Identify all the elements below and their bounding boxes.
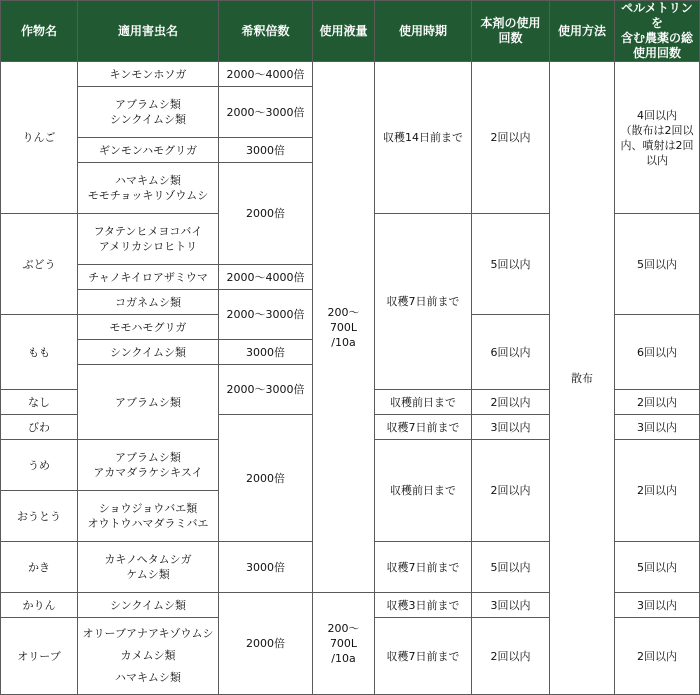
crop-cell: ぶどう — [1, 214, 78, 315]
pest-cell: シンクイムシ類 — [78, 340, 219, 365]
header-row — [1, 1, 700, 62]
dilution-cell: 2000～3000倍 — [219, 290, 313, 340]
total-uses-cell: 2回以内 — [615, 618, 700, 695]
crop-cell: もも — [1, 315, 78, 390]
pest-cell: フタテンヒメヨコバイ アメリカシロヒトリ — [78, 214, 219, 265]
pest-cell: シンクイムシ類 — [78, 593, 219, 618]
timing-cell: 収穫前日まで — [375, 390, 472, 415]
header-pest: 適用害虫名 — [78, 1, 219, 62]
total-uses-cell: 5回以内 — [615, 542, 700, 593]
total-uses-cell: 2回以内 — [615, 440, 700, 542]
pest-cell: キンモンホソガ — [78, 62, 219, 87]
timing-cell: 収穫7日前まで — [375, 542, 472, 593]
header-crop: 作物名 — [1, 1, 78, 62]
header-timing: 使用時期 — [375, 1, 472, 62]
dilution-cell: 2000倍 — [219, 163, 313, 265]
pest-cell: ショウジョウバエ類 オウトウハマダラミバエ — [78, 491, 219, 542]
crop-cell: かき — [1, 542, 78, 593]
uses-cell: 2回以内 — [472, 440, 550, 542]
uses-cell: 5回以内 — [472, 214, 550, 315]
uses-cell: 3回以内 — [472, 415, 550, 440]
pest-cell: モモハモグリガ — [78, 315, 219, 340]
dilution-cell: 3000倍 — [219, 340, 313, 365]
table-row — [1, 62, 700, 87]
header-uses: 本剤の使用 回数 — [472, 1, 550, 62]
timing-cell: 収穫7日前まで — [375, 415, 472, 440]
pest-cell: ハマキムシ類 モモチョッキリゾウムシ — [78, 163, 219, 214]
volume-cell: 200～700L /10a — [313, 593, 375, 695]
timing-cell: 収穫3日前まで — [375, 593, 472, 618]
pest-cell: チャノキイロアザミウマ — [78, 265, 219, 290]
crop-cell: おうとう — [1, 491, 78, 542]
header-dilution: 希釈倍数 — [219, 1, 313, 62]
method-cell: 散布 — [550, 62, 615, 695]
pest-cell: カキノヘタムシガ ケムシ類 — [78, 542, 219, 593]
total-uses-cell: 6回以内 — [615, 315, 700, 390]
crop-cell: オリーブ — [1, 618, 78, 695]
uses-cell: 2回以内 — [472, 618, 550, 695]
total-uses-cell: 2回以内 — [615, 390, 700, 415]
total-uses-cell: 4回以内 （散布は2回以 内、噴射は2回 以内 — [615, 62, 700, 214]
timing-cell: 収穫前日まで — [375, 440, 472, 542]
dilution-cell: 2000倍 — [219, 593, 313, 695]
timing-cell: 収穫14日前まで — [375, 62, 472, 214]
header-method: 使用方法 — [550, 1, 615, 62]
dilution-cell: 2000～4000倍 — [219, 62, 313, 87]
pest-cell: コガネムシ類 — [78, 290, 219, 315]
dilution-cell: 2000～3000倍 — [219, 87, 313, 138]
pest-cell: オリーブアナアキゾウムシ カメムシ類 ハマキムシ類 — [78, 618, 219, 695]
pest-cell: アブラムシ類 アカマダラケシキスイ — [78, 440, 219, 491]
volume-cell: 200～700L /10a — [313, 62, 375, 593]
dilution-cell: 2000～4000倍 — [219, 265, 313, 290]
crop-cell: うめ — [1, 440, 78, 491]
uses-cell: 2回以内 — [472, 390, 550, 415]
crop-cell: りんご — [1, 62, 78, 214]
total-uses-cell: 3回以内 — [615, 593, 700, 618]
timing-cell: 収穫7日前まで — [375, 618, 472, 695]
total-uses-cell: 5回以内 — [615, 214, 700, 315]
crop-cell: なし — [1, 390, 78, 415]
dilution-cell: 3000倍 — [219, 542, 313, 593]
pest-cell: アブラムシ類 シンクイムシ類 — [78, 87, 219, 138]
timing-cell: 収穫7日前まで — [375, 214, 472, 390]
uses-cell: 5回以内 — [472, 542, 550, 593]
uses-cell: 3回以内 — [472, 593, 550, 618]
pest-cell: アブラムシ類 — [78, 365, 219, 440]
header-volume: 使用液量 — [313, 1, 375, 62]
dilution-cell: 3000倍 — [219, 138, 313, 163]
crop-cell: びわ — [1, 415, 78, 440]
pest-cell: ギンモンハモグリガ — [78, 138, 219, 163]
crop-cell: かりん — [1, 593, 78, 618]
total-uses-cell: 3回以内 — [615, 415, 700, 440]
uses-cell: 6回以内 — [472, 315, 550, 390]
dilution-cell: 2000～3000倍 — [219, 365, 313, 415]
dilution-cell: 2000倍 — [219, 415, 313, 542]
header-total-uses: ペルメトリンを 含む農薬の総 使用回数 — [615, 1, 700, 62]
uses-cell: 2回以内 — [472, 62, 550, 214]
